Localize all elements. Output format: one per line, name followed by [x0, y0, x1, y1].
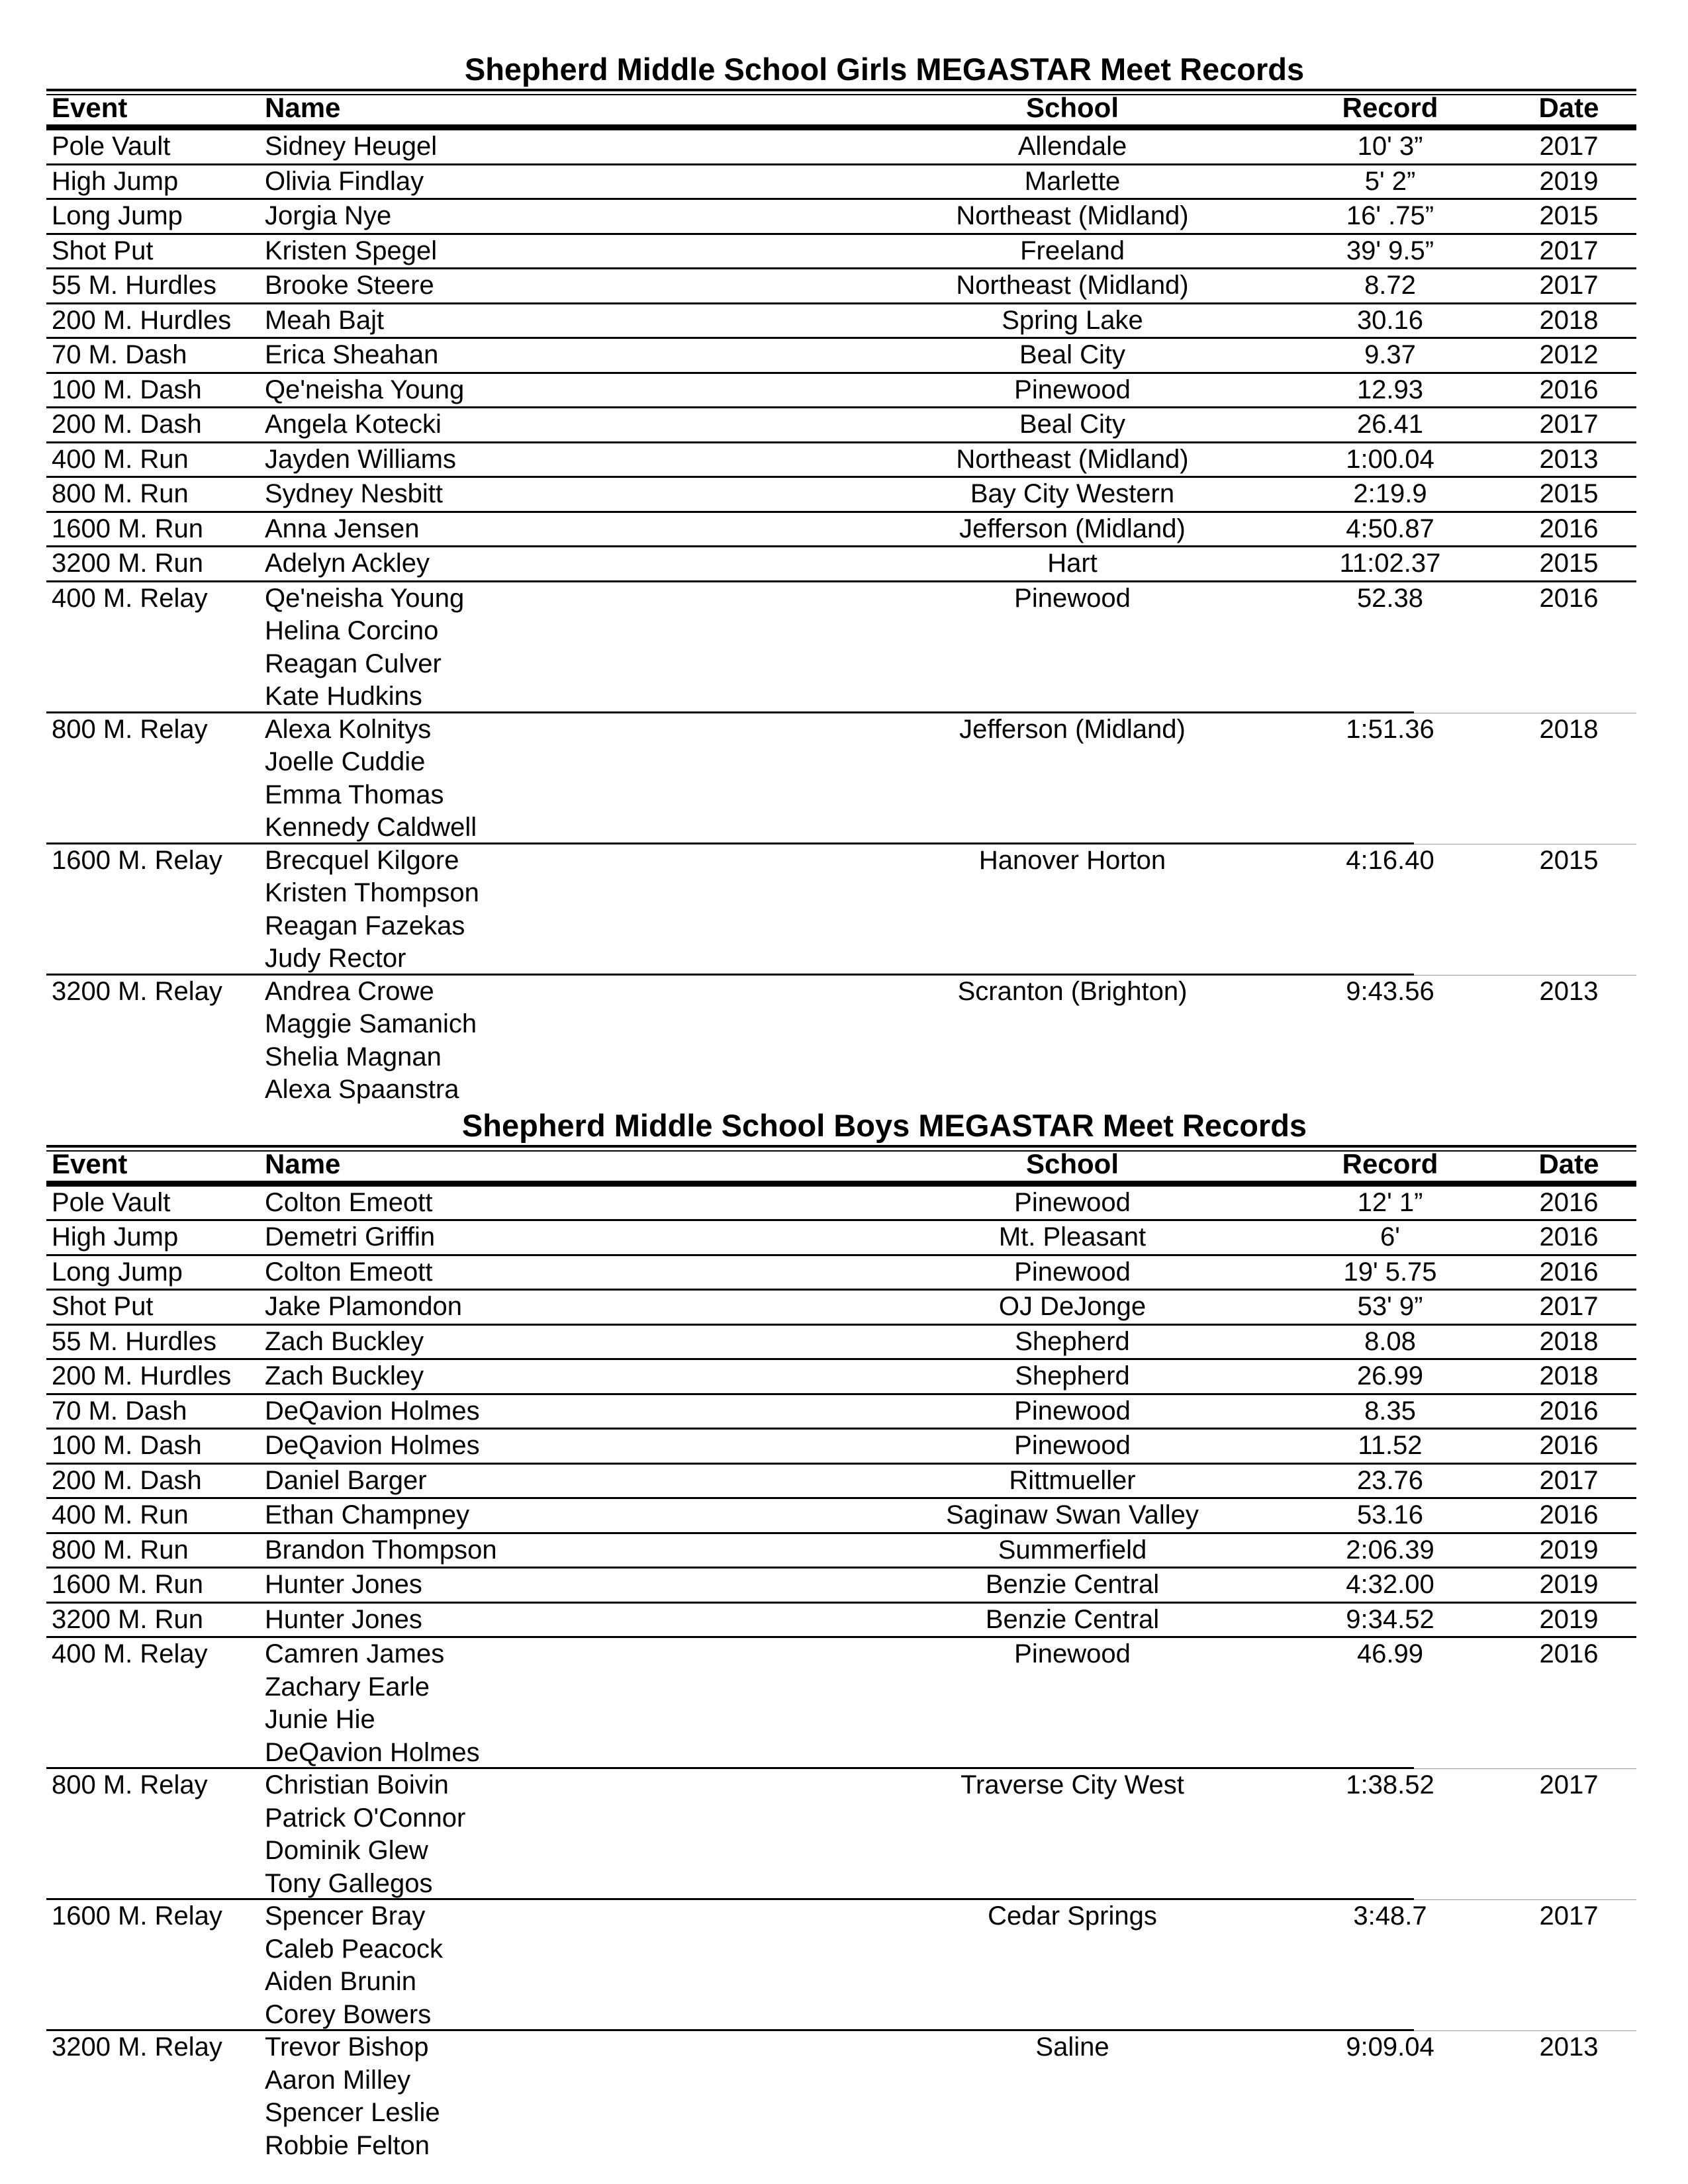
athlete-name: Andrea Crowe [265, 976, 434, 1006]
date-cell: 2019 [1539, 166, 1599, 196]
athlete-name: Alexa Spaanstra [265, 1075, 459, 1104]
event-cell: Pole Vault [52, 132, 171, 161]
date-cell: 2017 [1539, 1465, 1599, 1495]
athlete-name: Meah Bajt [265, 305, 385, 335]
table-row [46, 478, 1636, 513]
record-cell: 11.52 [1358, 1431, 1423, 1460]
event-cell: 200 M. Dash [52, 410, 202, 439]
table-row [46, 235, 1636, 270]
date-cell: 2016 [1539, 583, 1599, 613]
date-cell: 2017 [1539, 271, 1599, 300]
name-cell [265, 582, 464, 713]
school-cell: Beal City [1019, 410, 1126, 439]
date-cell: 2013 [1539, 444, 1599, 474]
table-row [46, 1534, 1636, 1569]
name-cell [265, 374, 464, 407]
event-cell: Long Jump [52, 201, 183, 230]
record-cell: 3:48.7 [1353, 1901, 1427, 1931]
event-cell: 800 M. Run [52, 479, 189, 508]
school-cell: Hart [1047, 549, 1098, 578]
event-cell: 55 M. Hurdles [52, 271, 216, 300]
date-cell: 2016 [1539, 1257, 1599, 1287]
header-school: School [1025, 1148, 1119, 1179]
school-cell: Pinewood [1014, 375, 1131, 404]
school-cell: Northeast (Midland) [956, 444, 1189, 474]
school-cell: Pinewood [1014, 1187, 1131, 1217]
date-cell: 2016 [1539, 1431, 1599, 1460]
date-cell: 2016 [1539, 375, 1599, 404]
header-name: Name [265, 1148, 341, 1179]
table-row [46, 1499, 1636, 1534]
name-cell [265, 1534, 497, 1567]
event-cell: Shot Put [52, 236, 154, 265]
record-cell: 16' .75” [1346, 201, 1434, 230]
date-cell: 2015 [1539, 549, 1599, 578]
date-cell: 2016 [1539, 1396, 1599, 1426]
school-cell: Benzie Central [985, 1570, 1160, 1599]
athlete-name: Kate Hudkins [265, 682, 422, 711]
date-cell: 2013 [1539, 976, 1599, 1006]
athlete-name: Joelle Cuddie [265, 747, 426, 776]
athlete-name: Reagan Fazekas [265, 911, 465, 940]
header-record: Record [1342, 92, 1438, 123]
school-cell: Shepherd [1015, 1326, 1130, 1356]
record-cell: 8.72 [1364, 271, 1416, 300]
athlete-name: Judy Rector [265, 944, 406, 973]
date-cell: 2018 [1539, 1361, 1599, 1390]
athlete-name: Christian Boivin [265, 1770, 449, 1799]
table-row [46, 1430, 1636, 1465]
date-cell: 2012 [1539, 340, 1599, 369]
name-cell [265, 1465, 427, 1498]
event-cell: 70 M. Dash [52, 340, 187, 369]
name-cell [265, 1569, 422, 1602]
header-event: Event [52, 1148, 128, 1179]
header-event: Event [52, 92, 128, 123]
athlete-name: Helina Corcino [265, 616, 439, 645]
event-cell: 200 M. Hurdles [52, 305, 232, 335]
header-date: Date [1538, 1148, 1599, 1179]
athlete-name: Reagan Culver [265, 649, 442, 678]
date-cell: 2017 [1539, 132, 1599, 161]
athlete-name: DeQavion Holmes [265, 1396, 480, 1426]
event-cell: 3200 M. Relay [52, 2032, 222, 2062]
athlete-name: Sydney Nesbitt [265, 479, 444, 508]
athlete-name: Brandon Thompson [265, 1535, 497, 1565]
event-cell: 800 M. Run [52, 1535, 189, 1565]
girls-records-rows [46, 124, 1636, 1107]
athlete-name: Alexa Kolnitys [265, 714, 432, 744]
athlete-name: Jayden Williams [265, 444, 456, 474]
name-cell [265, 130, 437, 163]
record-cell: 26.99 [1356, 1361, 1424, 1390]
athlete-name: Jorgia Nye [265, 201, 392, 230]
name-cell [265, 1395, 480, 1428]
table-row [46, 1465, 1636, 1500]
table-row [46, 1256, 1636, 1291]
athlete-name: Ethan Champney [265, 1500, 470, 1529]
record-cell: 39' 9.5” [1346, 236, 1434, 265]
table-row [46, 1291, 1636, 1326]
athlete-name: Aaron Milley [265, 2065, 411, 2095]
athlete-name: Demetri Griffin [265, 1222, 436, 1251]
table-row [46, 1604, 1636, 1639]
record-cell: 53.16 [1356, 1500, 1424, 1529]
record-cell: 10' 3” [1357, 132, 1423, 161]
athlete-name: Emma Thomas [265, 780, 444, 809]
boys-table-header [46, 1145, 1636, 1181]
table-row [46, 1638, 1636, 1769]
athlete-name: Zach Buckley [265, 1361, 424, 1390]
athlete-name: DeQavion Holmes [265, 1431, 480, 1460]
boys-records-rows [46, 1181, 1636, 2163]
girls-records-title: Shepherd Middle School Girls MEGASTAR Meet Records [464, 52, 1305, 87]
school-cell: Summerfield [998, 1535, 1147, 1565]
table-row [46, 408, 1636, 443]
event-cell: 1600 M. Run [52, 1570, 204, 1599]
athlete-name: Kristen Thompson [265, 878, 479, 907]
record-cell: 26.41 [1356, 410, 1424, 439]
athlete-name: Junie Hie [265, 1705, 375, 1734]
record-cell: 8.08 [1364, 1326, 1416, 1356]
athlete-name: Dominik Glew [265, 1836, 428, 1865]
athlete-name: Trevor Bishop [265, 2032, 429, 2062]
name-cell [265, 235, 437, 268]
school-cell: Saginaw Swan Valley [946, 1500, 1199, 1529]
name-cell [265, 1638, 480, 1769]
athlete-name: Jake Plamondon [265, 1292, 462, 1321]
event-cell: 3200 M. Run [52, 549, 204, 578]
athlete-name: Camren James [265, 1639, 445, 1668]
event-cell: Shot Put [52, 1292, 154, 1321]
athlete-name: Hunter Jones [265, 1570, 422, 1599]
table-row [46, 130, 1636, 165]
athlete-name: Anna Jensen [265, 514, 420, 543]
record-cell: 11:02.37 [1339, 549, 1441, 578]
event-cell: 55 M. Hurdles [52, 1326, 216, 1356]
name-cell [265, 713, 477, 844]
event-cell: 100 M. Dash [52, 1431, 202, 1460]
school-cell: Freeland [1020, 236, 1125, 265]
event-cell: High Jump [52, 1222, 179, 1251]
event-cell: 70 M. Dash [52, 1396, 187, 1426]
athlete-name: Brecquel Kilgore [265, 845, 459, 875]
event-cell: 400 M. Run [52, 1500, 189, 1529]
athlete-name: Patrick O'Connor [265, 1803, 466, 1833]
date-cell: 2019 [1539, 1604, 1599, 1634]
name-cell [265, 443, 456, 477]
athlete-name: Spencer Bray [265, 1901, 426, 1931]
header-record: Record [1342, 1148, 1438, 1179]
date-cell: 2017 [1539, 1901, 1599, 1931]
header-name: Name [265, 92, 341, 123]
record-cell: 1:38.52 [1346, 1770, 1434, 1799]
event-cell: 1600 M. Run [52, 514, 204, 543]
school-cell: Allendale [1017, 132, 1127, 161]
school-cell: Traverse City West [961, 1770, 1184, 1799]
table-row [46, 269, 1636, 304]
name-cell [265, 408, 442, 441]
table-row [46, 713, 1636, 844]
name-cell [265, 165, 424, 199]
school-cell: Cedar Springs [988, 1901, 1157, 1931]
table-row [46, 200, 1636, 235]
name-cell [265, 513, 420, 546]
date-cell: 2017 [1539, 1292, 1599, 1321]
date-cell: 2016 [1539, 1222, 1599, 1251]
record-cell: 53' 9” [1357, 1292, 1423, 1321]
school-cell: Scranton (Brighton) [957, 976, 1188, 1006]
school-cell: Beal City [1019, 340, 1126, 369]
table-row [46, 1900, 1636, 2031]
school-cell: Northeast (Midland) [956, 201, 1189, 230]
record-cell: 8.35 [1364, 1396, 1416, 1426]
date-cell: 2016 [1539, 1500, 1599, 1529]
record-cell: 9.37 [1364, 340, 1416, 369]
school-cell: Jefferson (Midland) [959, 514, 1186, 543]
record-cell: 2:19.9 [1353, 479, 1427, 508]
name-cell [265, 269, 434, 302]
header-school: School [1025, 92, 1119, 123]
event-cell: 800 M. Relay [52, 714, 208, 744]
name-cell [265, 1900, 443, 2031]
event-cell: High Jump [52, 166, 179, 196]
table-row [46, 1395, 1636, 1430]
school-cell: Shepherd [1015, 1361, 1130, 1390]
athlete-name: Kennedy Caldwell [265, 813, 477, 842]
table-row [46, 513, 1636, 548]
athlete-name: Corey Bowers [265, 1999, 432, 2029]
record-cell: 4:50.87 [1346, 514, 1434, 543]
date-cell: 2017 [1539, 1770, 1599, 1799]
athlete-name: Zach Buckley [265, 1326, 424, 1356]
date-cell: 2018 [1539, 714, 1599, 744]
record-cell: 52.38 [1356, 583, 1424, 613]
date-cell: 2018 [1539, 305, 1599, 335]
event-cell: 400 M. Relay [52, 1639, 208, 1668]
athlete-name: Qe'neisha Young [265, 583, 465, 613]
table-row [46, 443, 1636, 478]
name-cell [265, 1187, 432, 1220]
athlete-name: DeQavion Holmes [265, 1737, 480, 1767]
record-cell: 1:51.36 [1346, 714, 1434, 744]
records-sheet [46, 50, 1636, 2162]
record-cell: 4:32.00 [1346, 1570, 1434, 1599]
athlete-name: Colton Emeott [265, 1257, 433, 1287]
date-cell: 2015 [1539, 479, 1599, 508]
school-cell: Mt. Pleasant [998, 1222, 1147, 1251]
table-row [46, 1326, 1636, 1361]
date-cell: 2013 [1539, 2032, 1599, 2062]
date-cell: 2016 [1539, 514, 1599, 543]
athlete-name: Robbie Felton [265, 2130, 430, 2160]
name-cell [265, 304, 384, 338]
name-cell [265, 2031, 440, 2162]
record-cell: 5' 2” [1364, 166, 1416, 196]
event-cell: 1600 M. Relay [52, 845, 222, 875]
athlete-name: Daniel Barger [265, 1465, 427, 1495]
school-cell: Pinewood [1014, 1396, 1131, 1426]
name-cell [265, 200, 391, 233]
table-row [46, 2031, 1636, 2162]
athlete-name: Sidney Heugel [265, 132, 438, 161]
boys-records-section [46, 1107, 1636, 2163]
school-cell: Northeast (Midland) [956, 271, 1189, 300]
event-cell: 100 M. Dash [52, 375, 202, 404]
record-cell: 1:00.04 [1346, 444, 1434, 474]
athlete-name: Brooke Steere [265, 271, 434, 300]
school-cell: Benzie Central [985, 1604, 1160, 1634]
girls-table-header [46, 89, 1636, 124]
table-row [46, 1769, 1636, 1900]
school-cell: Pinewood [1014, 583, 1131, 613]
record-cell: 30.16 [1356, 305, 1424, 335]
name-cell [265, 1360, 424, 1393]
table-row [46, 1569, 1636, 1604]
athlete-name: Kristen Spegel [265, 236, 438, 265]
record-cell: 6' [1380, 1222, 1400, 1251]
name-cell [265, 1326, 424, 1359]
name-cell [265, 1604, 422, 1637]
table-row [46, 976, 1636, 1107]
school-cell: Bay City Western [970, 479, 1175, 508]
athlete-name: Maggie Samanich [265, 1009, 477, 1038]
event-cell: Long Jump [52, 1257, 183, 1287]
athlete-name: Angela Kotecki [265, 410, 442, 439]
athlete-name: Zachary Earle [265, 1672, 430, 1702]
athlete-name: Caleb Peacock [265, 1934, 444, 1964]
date-cell: 2019 [1539, 1535, 1599, 1565]
date-cell: 2015 [1539, 845, 1599, 875]
school-cell: Marlette [1024, 166, 1121, 196]
record-cell: 19' 5.75 [1343, 1257, 1437, 1287]
record-cell: 9:09.04 [1346, 2032, 1434, 2062]
table-row [46, 844, 1636, 976]
date-cell: 2016 [1539, 1639, 1599, 1668]
table-row [46, 339, 1636, 374]
name-cell [265, 339, 438, 372]
table-row [46, 582, 1636, 713]
athlete-name: Hunter Jones [265, 1604, 422, 1634]
table-row [46, 1187, 1636, 1222]
date-cell: 2016 [1539, 1187, 1599, 1217]
name-cell [265, 478, 443, 511]
athlete-name: Shelia Magnan [265, 1042, 442, 1071]
event-cell: 200 M. Dash [52, 1465, 202, 1495]
event-cell: 400 M. Run [52, 444, 189, 474]
school-cell: Pinewood [1014, 1257, 1131, 1287]
date-cell: 2017 [1539, 410, 1599, 439]
record-cell: 12' 1” [1357, 1187, 1423, 1217]
school-cell: Spring Lake [1002, 305, 1143, 335]
school-cell: Hanover Horton [978, 845, 1166, 875]
record-cell: 2:06.39 [1346, 1535, 1434, 1565]
athlete-name: Olivia Findlay [265, 166, 424, 196]
athlete-name: Adelyn Ackley [265, 549, 430, 578]
record-cell: 46.99 [1356, 1639, 1424, 1668]
school-cell: Saline [1035, 2032, 1109, 2062]
name-cell [265, 1430, 480, 1463]
school-cell: OJ DeJonge [998, 1292, 1147, 1321]
record-cell: 23.76 [1356, 1465, 1424, 1495]
school-cell: Jefferson (Midland) [959, 714, 1186, 744]
date-cell: 2015 [1539, 201, 1599, 230]
name-cell [265, 1499, 469, 1532]
table-row [46, 547, 1636, 582]
school-cell: Pinewood [1014, 1431, 1131, 1460]
record-cell: 4:16.40 [1346, 845, 1434, 875]
table-row [46, 304, 1636, 340]
name-cell [265, 976, 477, 1107]
school-cell: Rittmueller [1009, 1465, 1136, 1495]
name-cell [265, 1291, 462, 1324]
athlete-name: Tony Gallegos [265, 1868, 433, 1898]
name-cell [265, 844, 479, 976]
name-cell [265, 1256, 432, 1289]
athlete-name: Qe'neisha Young [265, 375, 465, 404]
name-cell [265, 547, 430, 580]
athlete-name: Aiden Brunin [265, 1967, 417, 1996]
table-row [46, 165, 1636, 201]
record-cell: 12.93 [1356, 375, 1424, 404]
table-row [46, 1221, 1636, 1256]
event-cell: Pole Vault [52, 1187, 171, 1217]
event-cell: 800 M. Relay [52, 1770, 208, 1799]
event-cell: 200 M. Hurdles [52, 1361, 232, 1390]
athlete-name: Colton Emeott [265, 1187, 433, 1217]
school-cell: Pinewood [1014, 1639, 1131, 1668]
name-cell [265, 1221, 435, 1254]
athlete-name: Erica Sheahan [265, 340, 439, 369]
boys-records-title: Shepherd Middle School Boys MEGASTAR Meet Records [461, 1107, 1307, 1143]
event-cell: 400 M. Relay [52, 583, 208, 613]
record-cell: 9:43.56 [1346, 976, 1434, 1006]
athlete-name: Spencer Leslie [265, 2098, 440, 2127]
date-cell: 2019 [1539, 1570, 1599, 1599]
header-date: Date [1538, 92, 1599, 123]
event-cell: 3200 M. Relay [52, 976, 222, 1006]
girls-records-section [46, 50, 1636, 1107]
date-cell: 2017 [1539, 236, 1599, 265]
date-cell: 2018 [1539, 1326, 1599, 1356]
event-cell: 3200 M. Run [52, 1604, 204, 1634]
table-row [46, 1360, 1636, 1395]
record-cell: 9:34.52 [1346, 1604, 1434, 1634]
table-row [46, 374, 1636, 409]
event-cell: 1600 M. Relay [52, 1901, 222, 1931]
name-cell [265, 1769, 465, 1900]
